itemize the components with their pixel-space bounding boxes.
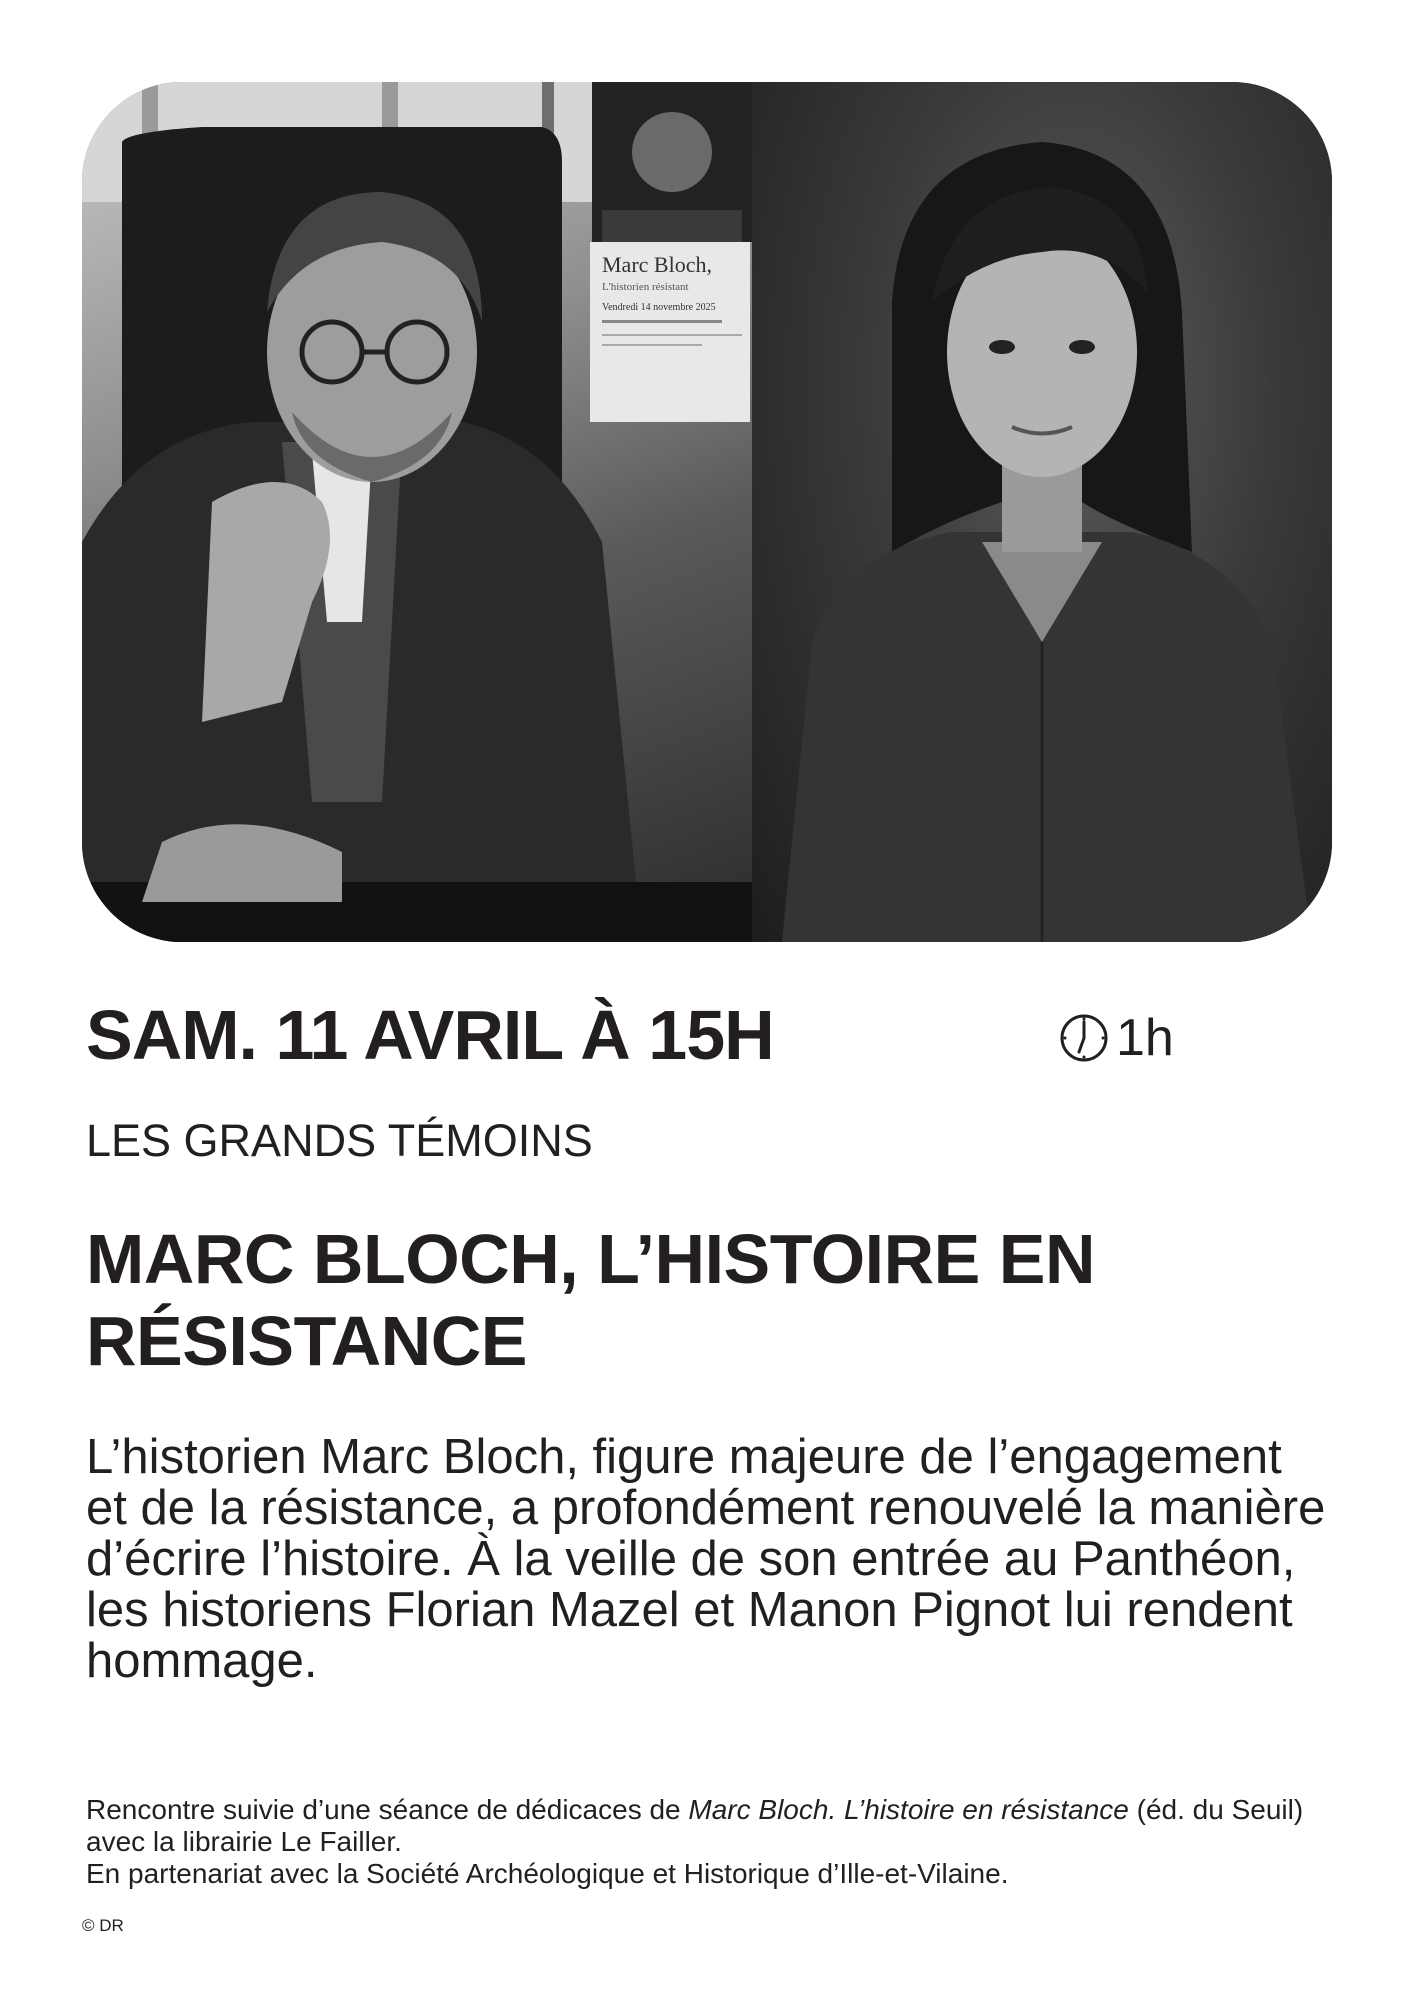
clock-icon: [1058, 1012, 1110, 1064]
portrait-photo-right: [752, 82, 1332, 942]
duration-label: 1h: [1116, 1009, 1174, 1067]
event-description: L’historien Marc Bloch, figure majeure de l’engagement et de la résistance, a profondément renouvelé la manière d’écrire l’histoire. À la veille de son entrée au Panthéon, les historiens Florian Mazel et Manon Pignot lui rendent hommage.: [86, 1430, 1326, 1688]
portrait-left-illustration: [82, 82, 752, 942]
poster-subtitle: L'historien résistant: [602, 281, 689, 293]
poster-date: Vendredi 14 novembre 2025: [602, 302, 716, 313]
event-category: LES GRANDS TÉMOINS: [86, 1115, 593, 1166]
note-after-title: (éd. du Seuil) avec la librairie Le Failler.: [86, 1794, 1304, 1857]
portrait-right-illustration: [752, 82, 1332, 942]
event-duration: [1058, 1009, 1174, 1067]
event-date-time: SAM. 11 AVRIL À 15H: [86, 996, 774, 1074]
photo-frame: [82, 82, 1332, 942]
event-note: [86, 1794, 1346, 1890]
note-intro: Rencontre suivie d’une séance de dédicaces de: [86, 1794, 689, 1825]
poster-title: Marc Bloch,: [602, 252, 712, 277]
event-title: MARC BLOCH, L’HISTOIRE EN RÉSISTANCE: [86, 1220, 1096, 1380]
portrait-photo-left: [82, 82, 752, 942]
note-book-title: Marc Bloch. L’histoire en résistance: [688, 1794, 1129, 1825]
note-partnership: En partenariat avec la Société Archéologique et Historique d’Ille-et-Vilaine.: [86, 1858, 1009, 1889]
photo-credit: © DR: [82, 1916, 124, 1935]
